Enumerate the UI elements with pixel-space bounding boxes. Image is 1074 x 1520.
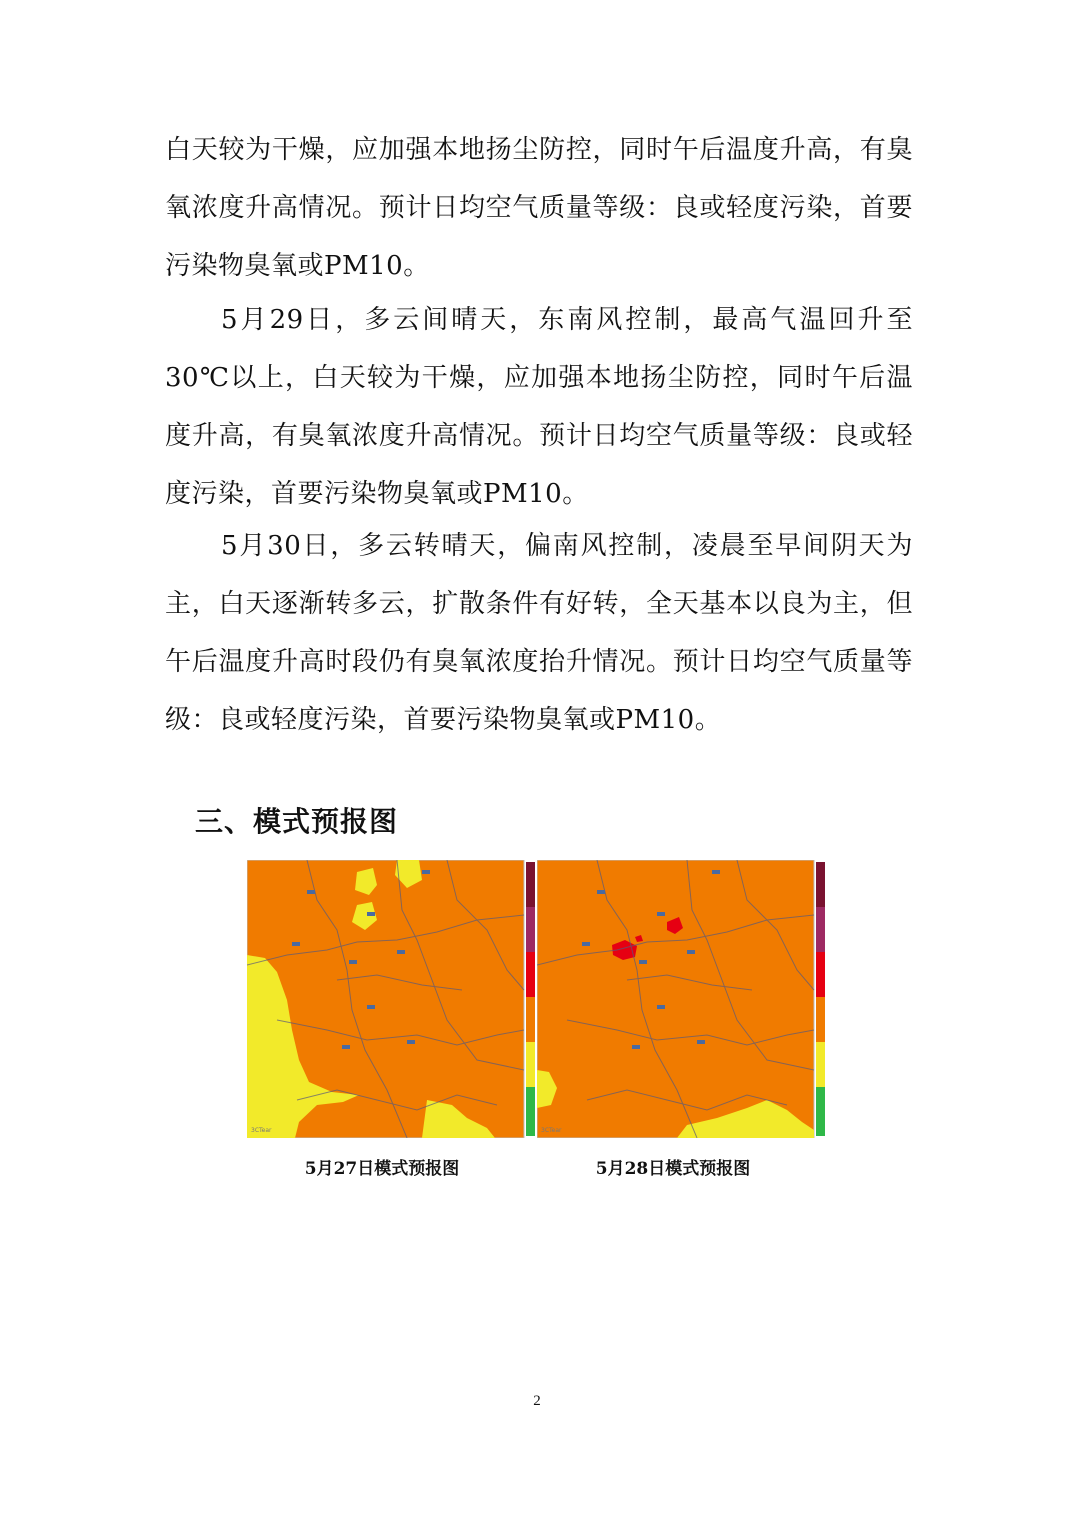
figure-caption-may-28: 5月28日模式预报图 — [595, 1159, 751, 1179]
section-heading-model-forecast: 三、模式预报图 — [195, 805, 399, 838]
aqi-color-legend — [526, 862, 535, 1136]
map-image — [537, 860, 827, 1138]
paragraph-may-30: 5月30日，多云转晴天，偏南风控制，凌晨至早间阴天为主，白天逐渐转多云，扩散条件有好转，全天基本以良为主，但午后温度升高时段仍有臭氧浓度抬升情况。预计日均空气质量等级：良或轻度污染，首要污染物臭氧或PM10。 — [165, 531, 913, 735]
forecast-map-may-27 — [247, 860, 537, 1138]
aqi-color-legend — [816, 862, 825, 1136]
map-watermark: 3CTear — [541, 1127, 562, 1134]
map-image — [247, 860, 537, 1138]
paragraph-may-28-continued: 白天较为干燥，应加强本地扬尘防控，同时午后温度升高，有臭氧浓度升高情况。预计日均空气质量等级：良或轻度污染，首要污染物臭氧或PM10。 — [165, 135, 913, 281]
page-number: 2 — [533, 1393, 541, 1409]
map-watermark: 3CTear — [251, 1127, 272, 1134]
paragraph-may-29: 5月29日，多云间晴天，东南风控制，最高气温回升至30℃以上，白天较为干燥，应加强本地扬尘防控，同时午后温度升高，有臭氧浓度升高情况。预计日均空气质量等级：良或轻度污染，首要污染物臭氧或PM10。 — [165, 305, 913, 509]
forecast-map-may-28 — [537, 860, 827, 1138]
figure-caption-may-27: 5月27日模式预报图 — [304, 1159, 460, 1179]
map-base-region — [537, 860, 814, 1138]
